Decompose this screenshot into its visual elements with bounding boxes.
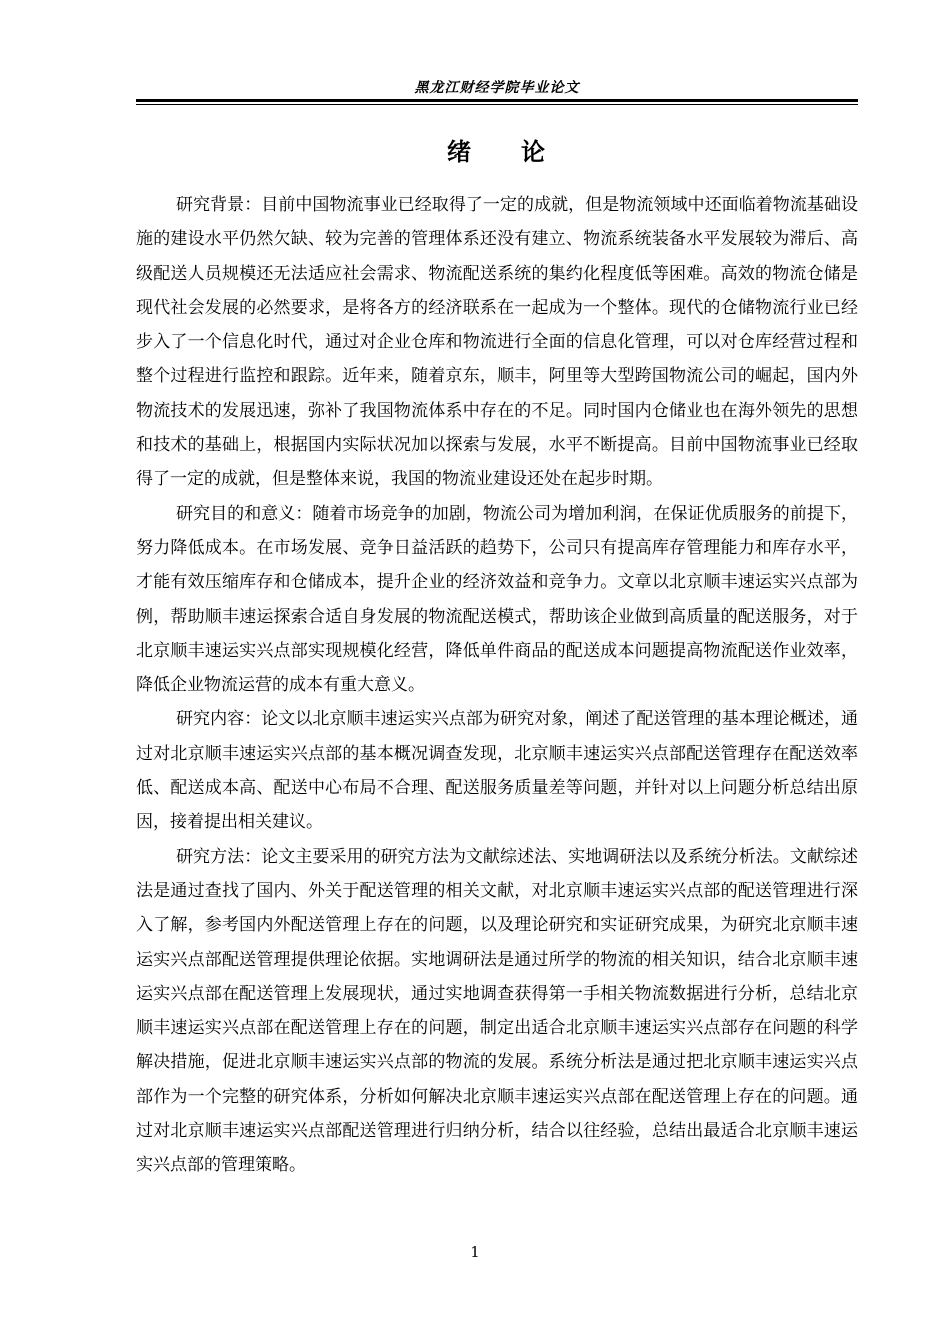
paragraph-research-content: 研究内容：论文以北京顺丰速运实兴点部为研究对象，阐述了配送管理的基本理论概述，通过对北京顺丰速运实兴点部的基本概况调查发现，北京顺丰速运实兴点部配送管理存在配送效率低、配送成本高、配送中心布局不合理、配送服务质量差等问题，并针对以上问题分析总结出原因，接着提出相关建议。 <box>136 709 858 833</box>
chapter-title-part-1: 绪 <box>447 138 473 166</box>
page-number: 1 <box>470 1243 480 1261</box>
paragraph-research-methods: 研究方法：论文主要采用的研究方法为文献综述法、实地调研法以及系统分析法。文献综述法是通过查找了国内、外关于配送管理的相关文献，对北京顺丰速运实兴点部的配送管理进行深入了解，参考国内外配送管理上存在的问题，以及理论研究和实证研究成果，为研究北京顺丰速运实兴点部配送管理提供理论依据。实地调研法是通过所学的物流的相关知识，结合北京顺丰速运实兴点部在配送管理上发展现状，通过实地调查获得第一手相关物流数据进行分析，总结北京顺丰速运实兴点部在配送管理上存在的问题，制定出适合北京顺丰速运实兴点部存在问题的科学解决措施，促进北京顺丰速运实兴点部的物流的发展。系统分析法是通过把北京顺丰速运实兴点部作为一个完整的研究体系，分析如何解决北京顺丰速运实兴点部在配送管理上存在的问题。通过对北京顺丰速运实兴点部配送管理进行归纳分析，结合以往经验，总结出最适合北京顺丰速运实兴点部的管理策略。 <box>136 846 858 1176</box>
chapter-title-part-2: 论 <box>521 138 547 166</box>
body-text <box>136 188 858 1183</box>
chapter-title <box>136 134 858 170</box>
header-rule-thin <box>136 104 858 105</box>
running-header-title: 黑龙江财经学院毕业论文 <box>414 80 580 96</box>
paragraph-research-background: 研究背景：目前中国物流事业已经取得了一定的成就，但是物流领域中还面临着物流基础设施的建设水平仍然欠缺、较为完善的管理体系还没有建立、物流系统装备水平发展较为滞后、高级配送人员规模还无法适应社会需求、物流配送系统的集约化程度低等困难。高效的物流仓储是现代社会发展的必然要求，是将各方的经济联系在一起成为一个整体。现代的仓储物流行业已经步入了一个信息化时代，通过对企业仓库和物流进行全面的信息化管理，可以对仓库经营过程和整个过程进行监控和跟踪。近年来，随着京东，顺丰，阿里等大型跨国物流公司的崛起，国内外物流技术的发展迅速，弥补了我国物流体系中存在的不足。同时国内仓储业也在海外领先的思想和技术的基础上，根据国内实际状况加以探索与发展，水平不断提高。目前中国物流事业已经取得了一定的成就，但是整体来说，我国的物流业建设还处在起步时期。 <box>136 195 858 490</box>
paragraph-research-purpose: 研究目的和意义：随着市场竞争的加剧，物流公司为增加利润，在保证优质服务的前提下，努力降低成本。在市场发展、竞争日益活跃的趋势下，公司只有提高库存管理能力和库存水平，才能有效压缩库存和仓储成本，提升企业的经济效益和竞争力。文章以北京顺丰速运实兴点部为例，帮助顺丰速运探索合适自身发展的物流配送模式，帮助该企业做到高质量的配送服务，对于北京顺丰速运实兴点部实现规模化经营，降低单件商品的配送成本问题提高物流配送作业效率，降低企业物流运营的成本有重大意义。 <box>136 503 858 696</box>
header-rule-thick <box>136 99 858 102</box>
